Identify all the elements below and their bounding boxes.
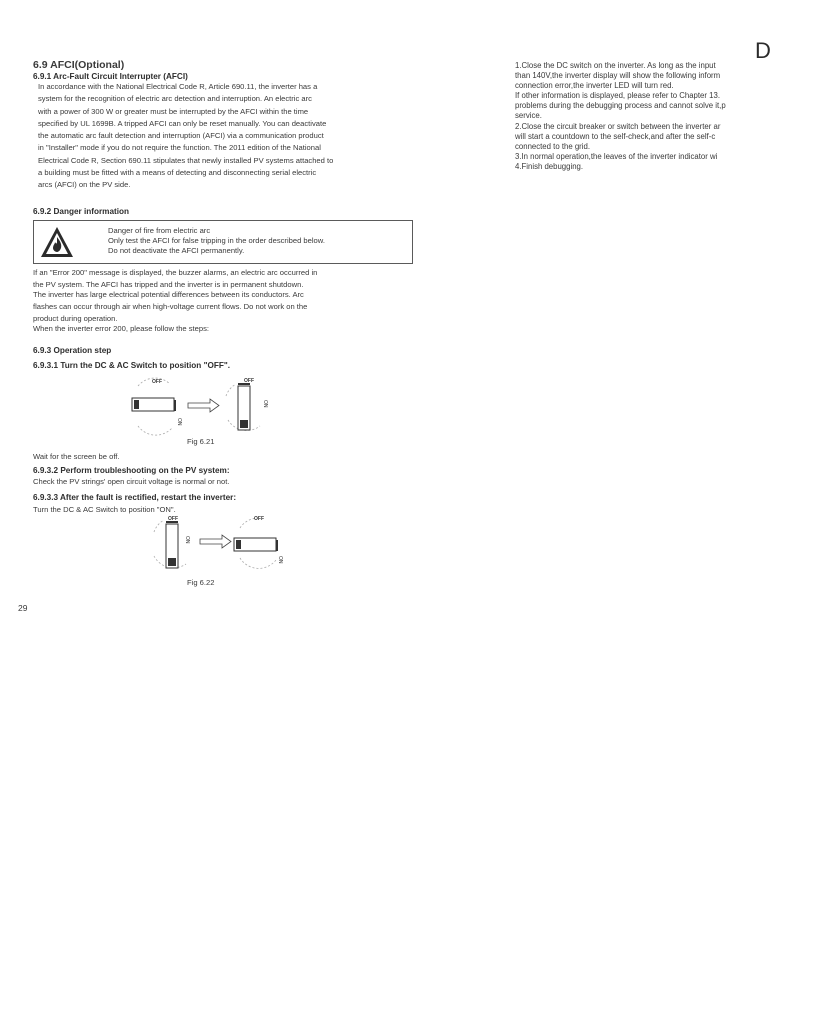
fire-warning-icon	[39, 225, 75, 264]
right-line: If other information is displayed, please refer to Chapter 13.	[515, 91, 720, 101]
paragraph-line: in "Installer" mode if you do not require the function. The 2011 edition of the National	[38, 143, 321, 153]
page-number: 29	[18, 603, 28, 613]
paragraph-line: a building must be fitted with a means of detecting and disconnecting serial electric	[38, 168, 317, 178]
danger-line: Only test the AFCI for false tripping in the order described below.	[108, 236, 325, 245]
paragraph-line: flashes can occur through air when high-voltage current flows. Do not work on the	[33, 302, 308, 311]
right-column-text	[515, 61, 815, 172]
error-paragraph	[33, 266, 403, 334]
on-label: ON	[176, 418, 182, 426]
paragraph-line: with a power of 300 W or greater must be interrupted by the AFCI within the time	[38, 106, 309, 116]
right-line: 3.In normal operation,the leaves of the inverter indicator wi	[515, 151, 718, 161]
figure-6-22-caption: Fig 6.22	[187, 578, 215, 587]
right-line: than 140V,the inverter display will show the following inform	[515, 71, 721, 81]
off-label: OFF	[244, 378, 254, 384]
corner-letter: D	[755, 38, 771, 63]
right-line: service.	[515, 111, 542, 121]
paragraph-line: the PV system. The AFCI has tripped and the inverter is in permanent shutdown.	[33, 280, 304, 289]
danger-line: Danger of fire from electric arc	[108, 226, 211, 235]
right-line: connection error,the inverter LED will turn red.	[515, 81, 674, 91]
step3-title: 6.9.3.3 After the fault is rectified, restart the inverter:	[33, 493, 237, 502]
paragraph-line: Electrical Code R, Section 690.11 stipulates that newly installed PV systems attached to	[38, 155, 334, 165]
paragraph-line: the automatic arc fault detection and interruption (AFCI) via a communication product	[38, 131, 324, 141]
step3-text: Turn the DC & AC Switch to position "ON".	[33, 505, 176, 514]
right-line: will start a countdown to the self-check,and after the self-c	[515, 131, 716, 141]
paragraph-line: If an "Error 200" message is displayed, the buzzer alarms, an electric arc occurred in	[33, 268, 318, 277]
off-label: OFF	[152, 379, 162, 385]
step1-title: 6.9.3.1 Turn the DC & AC Switch to position "OFF".	[33, 361, 230, 370]
right-line: 1.Close the DC switch on the inverter. As long as the input	[515, 61, 716, 70]
wait-text: Wait for the screen be off.	[33, 452, 120, 461]
paragraph-line: When the inverter error 200, please follow the steps:	[33, 324, 210, 333]
right-arrow-icon	[188, 399, 219, 412]
on-label: ON	[184, 536, 190, 544]
danger-text	[108, 226, 325, 256]
switch-off-icon	[226, 378, 268, 430]
off-label: OFF	[254, 516, 264, 522]
danger-line: Do not deactivate the AFCI permanently.	[108, 246, 245, 255]
off-label: OFF	[168, 516, 178, 522]
figure-6-21	[126, 378, 276, 443]
paragraph-line: The inverter has large electrical potential differences between its conductors. Arc	[33, 290, 304, 299]
right-line: 2.Close the circuit breaker or switch between the inverter ar	[515, 121, 721, 131]
paragraph-line: system for the recognition of electric arc detection and interruption. An electric arc	[38, 94, 312, 104]
switch-off-icon	[132, 378, 182, 435]
figure-6-21-caption: Fig 6.21	[187, 437, 215, 446]
right-line: connected to the grid.	[515, 141, 590, 151]
step2-text: Check the PV strings' open circuit voltage is normal or not.	[33, 477, 230, 486]
subsection-afci-title: 6.9.1 Arc-Fault Circuit Interrupter (AFCI)	[33, 72, 188, 81]
subsection-operation-title: 6.9.3 Operation step	[33, 346, 112, 355]
step2-title: 6.9.3.2 Perform troubleshooting on the PV system:	[33, 466, 230, 475]
switch-on-icon	[234, 516, 283, 568]
paragraph-line: In accordance with the National Electrical Code R, Article 690.11, the inverter has a	[38, 82, 318, 91]
right-arrow-icon	[200, 535, 231, 548]
afci-paragraph	[38, 81, 398, 192]
danger-box	[33, 220, 413, 264]
right-line: 4.Finish debugging.	[515, 161, 584, 171]
section-title: 6.9 AFCI(Optional)	[33, 59, 125, 71]
paragraph-line: specified by UL 1699B. A tripped AFCI can only be reset manually. You can deactivate	[38, 118, 327, 128]
figure-6-22	[146, 514, 288, 579]
on-label: ON	[277, 556, 283, 564]
on-label: ON	[262, 400, 268, 408]
switch-on-icon	[154, 516, 190, 568]
subsection-danger-title: 6.9.2 Danger information	[33, 207, 129, 216]
paragraph-line: product during operation.	[33, 314, 118, 323]
right-line: problems during the debugging process and cannot solve it,p	[515, 101, 726, 111]
paragraph-line: arcs (AFCI) on the PV side.	[38, 180, 131, 190]
